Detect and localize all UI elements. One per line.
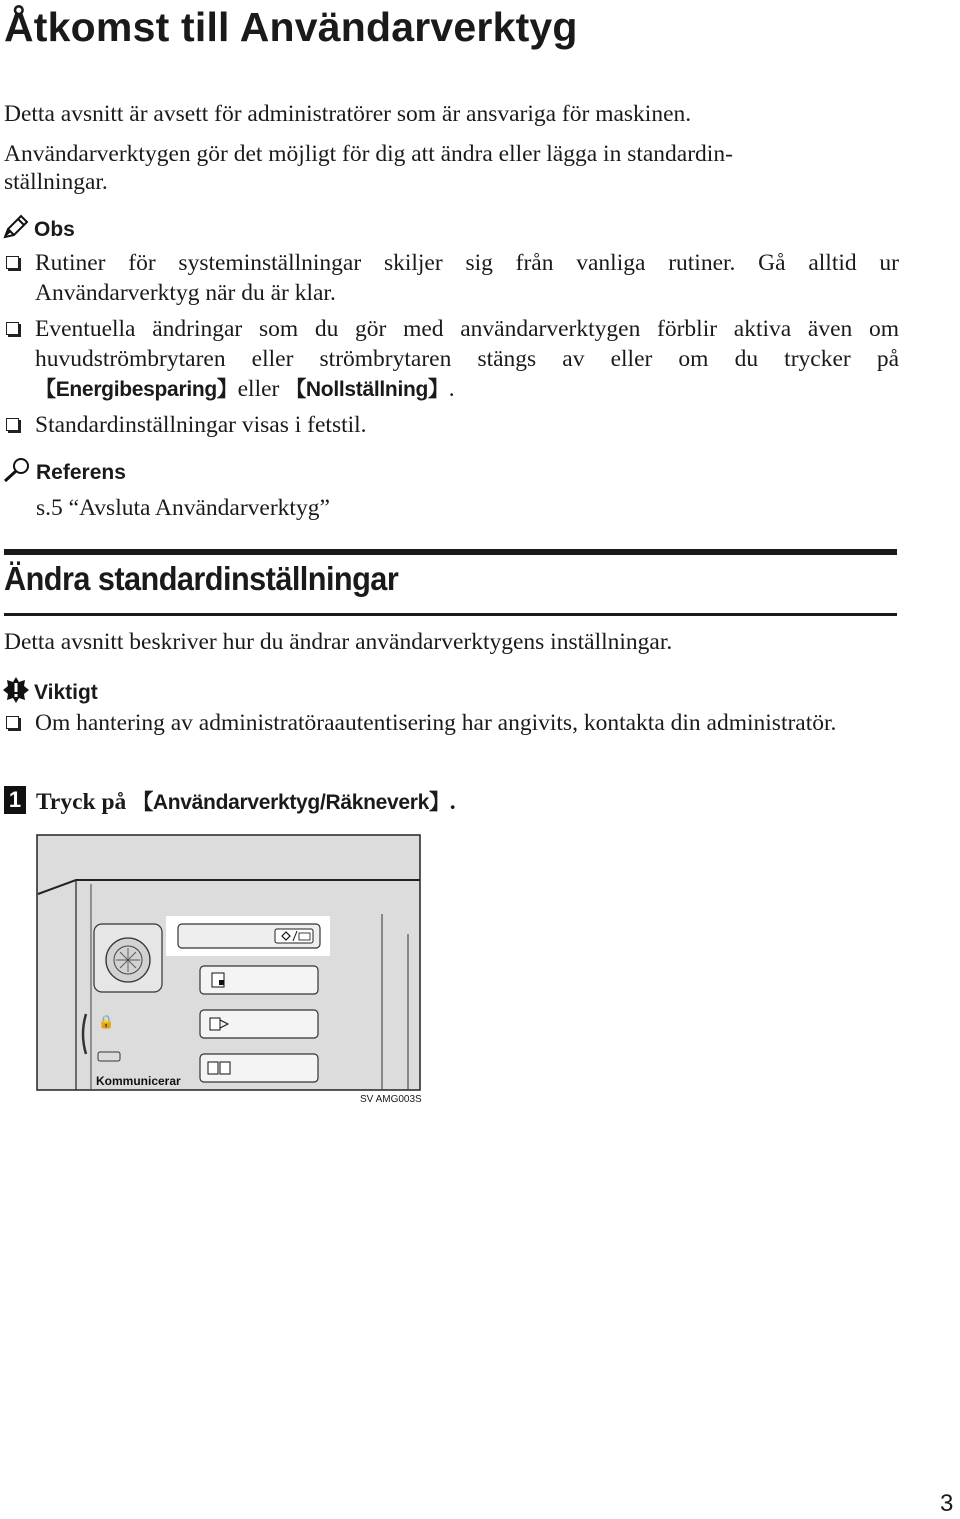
viktigt-item-1-text: Om hantering av administratöraautentisering har angivits, kontakta din administratör. xyxy=(35,710,837,736)
viktigt-heading xyxy=(2,676,98,710)
user-tools-counter-key: 【Användarverktyg/Räkneverk】 xyxy=(132,791,450,814)
magnifier-icon xyxy=(2,457,32,489)
control-panel-illustration xyxy=(36,834,422,1092)
referens-heading xyxy=(2,457,126,489)
important-burst-icon xyxy=(2,676,30,710)
figure-code: SV AMG003S xyxy=(360,1094,422,1105)
intro-line-2: Användarverktygen gör det möjligt för dig att ändra eller lägga in standardin- xyxy=(4,141,733,167)
referens-link[interactable]: s.5 “Avsluta Användarverktyg” xyxy=(36,495,330,521)
control-panel-figure xyxy=(36,834,422,1092)
obs-item-2 xyxy=(4,314,899,405)
energy-saver-key: 【Energibesparing】 xyxy=(35,378,238,401)
obs-item-3-text: Standardinställningar visas i fetstil. xyxy=(35,412,367,438)
obs-item-3 xyxy=(4,410,899,440)
obs-item-1 xyxy=(4,248,899,308)
referens-heading-label: Referens xyxy=(36,461,126,484)
obs-item-2-text-a: Eventuella ändringar som du gör med användarverktygen förblir aktiva även om huvudströmbrytaren eller strömbrytaren stängs av eller om du trycker på xyxy=(35,316,899,372)
pencil-icon xyxy=(2,214,30,246)
checkbox-bullet-icon xyxy=(6,418,19,431)
checkbox-bullet-icon xyxy=(6,322,19,335)
communicating-label: Kommunicerar xyxy=(96,1074,181,1088)
section-bottom-rule xyxy=(4,613,897,616)
step-text-lead: Tryck på xyxy=(36,789,133,815)
obs-item-2-text-c: . xyxy=(448,376,455,402)
section-intro: Detta avsnitt beskriver hur du ändrar användarverktygens inställningar. xyxy=(4,629,673,655)
checkbox-bullet-icon xyxy=(6,716,19,729)
section-title: Ändra standardinställningar xyxy=(4,560,399,597)
step-text xyxy=(36,786,456,819)
obs-heading xyxy=(2,214,75,246)
viktigt-heading-label: Viktigt xyxy=(34,681,98,704)
page-number: 3 xyxy=(940,1490,954,1517)
step-number: 1 xyxy=(4,786,26,814)
intro-line-1: Detta avsnitt är avsett för administratörer som är ansvariga för maskinen. xyxy=(4,101,692,127)
obs-heading-label: Obs xyxy=(34,218,75,241)
obs-item-2-text-b: eller xyxy=(237,376,286,402)
intro-line-3: ställningar. xyxy=(4,169,108,195)
clear-modes-key: 【Nollställning】 xyxy=(285,378,449,401)
svg-text:🔒: 🔒 xyxy=(98,1015,115,1030)
obs-item-1-text: Rutiner för systeminställningar skiljer sig från vanliga rutiner. Gå alltid ur Användarverktyg när du är klar. xyxy=(35,250,899,306)
viktigt-item-1 xyxy=(4,708,899,738)
checkbox-bullet-icon xyxy=(6,256,19,269)
step-text-end: . xyxy=(449,789,456,815)
section-top-rule xyxy=(4,549,897,555)
page-title: Åtkomst till Användarverktyg xyxy=(4,4,578,50)
